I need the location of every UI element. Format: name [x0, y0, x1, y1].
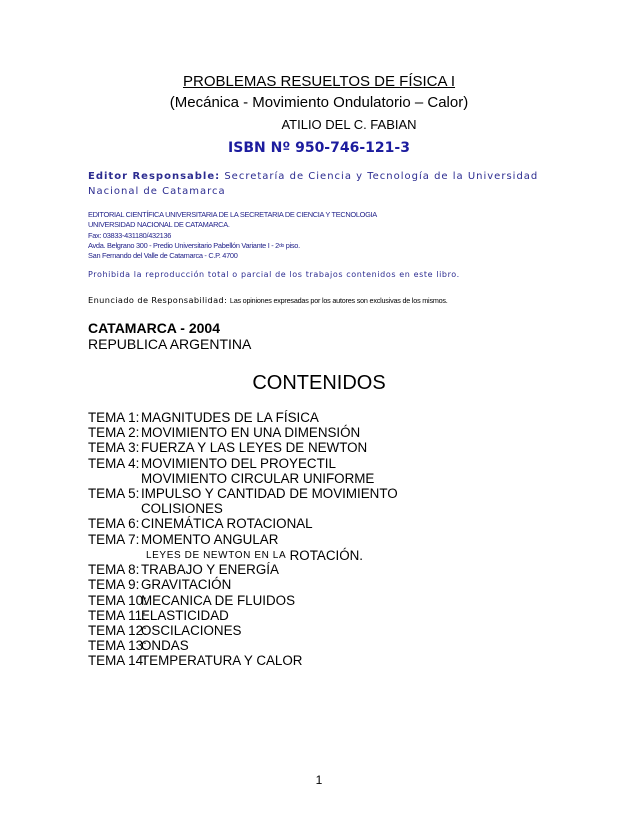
toc-title: MECANICA DE FLUIDOS — [141, 592, 296, 608]
address-sup: do — [278, 242, 284, 249]
address-text: Avda. Belgrano 300 - Predio Universitario Pabellón Variante I - 2 — [88, 240, 279, 250]
toc-number: TEMA 8: — [88, 562, 140, 578]
toc-number: TEMA 1: — [88, 410, 140, 425]
toc-continuation-small: LEYES DE NEWTON EN LA — [146, 549, 287, 561]
book-title-text: PROBLEMAS RESUELTOS DE FÍSICA I — [182, 73, 456, 90]
prohibition-notice: Prohibida la reproducción total o parcial de los trabajos contenidos en este libro. — [88, 270, 460, 279]
toc-row — [88, 516, 548, 531]
editorial-fax: Fax: 03833-431180/432136 — [88, 230, 172, 240]
toc-row — [88, 440, 548, 455]
toc-row — [88, 486, 548, 501]
editorial-city: San Fernando del Valle de Catamarca - C.P. 4700 — [88, 251, 238, 261]
toc-title: TRABAJO Y ENERGÍA — [141, 562, 279, 578]
toc-number: TEMA 14: — [88, 653, 147, 669]
toc-number: TEMA 6: — [88, 516, 140, 532]
toc-number: TEMA 5: — [88, 485, 140, 501]
disclaimer-text: Las opiniones expresadas por los autores son exclusivas de los mismos. — [229, 296, 448, 305]
editorial-info — [88, 210, 558, 261]
toc-continuation: COLISIONES — [141, 501, 223, 517]
editorial-address — [88, 241, 558, 251]
toc-title: GRAVITACIÓN — [141, 577, 232, 593]
toc-row — [88, 593, 548, 608]
editorial-line-1: EDITORIAL CIENTÍFICA UNIVERSITARIA DE LA SECRETARIA DE CIENCIA Y TECNOLOGIA — [88, 210, 377, 219]
toc-title: MOVIMIENTO EN UNA DIMENSIÓN — [141, 425, 361, 441]
toc-continuation-tail: ROTACIÓN. — [289, 547, 364, 563]
toc-title: MOMENTO ANGULAR — [141, 531, 279, 547]
toc-continuation: MOVIMIENTO CIRCULAR UNIFORME — [141, 470, 375, 486]
toc-row — [88, 501, 548, 516]
isbn: ISBN Nº 950-746-121-3 — [228, 140, 410, 156]
disclaimer-label: Enunciado de Responsabilidad: — [88, 295, 228, 305]
toc-title: CINEMÁTICA ROTACIONAL — [141, 516, 313, 532]
author-name: ATILIO DEL C. FABIAN — [281, 117, 417, 132]
publication-place: CATAMARCA - 2004 — [88, 320, 220, 336]
toc-row — [88, 547, 548, 563]
toc-number: TEMA 7: — [88, 531, 140, 547]
toc-row — [88, 638, 548, 653]
toc-title: OSCILACIONES — [141, 623, 242, 639]
contents-heading: CONTENIDOS — [252, 372, 386, 394]
toc-title: MOVIMIENTO DEL PROYECTIL — [141, 455, 336, 471]
toc-row — [88, 456, 548, 471]
publication-country: REPUBLICA ARGENTINA — [88, 336, 252, 352]
toc-number: TEMA 3: — [88, 440, 140, 456]
toc-number: TEMA 4: — [88, 455, 140, 471]
toc-number: TEMA 13: — [88, 638, 147, 654]
page-number: 1 — [315, 773, 323, 787]
book-title — [0, 73, 638, 90]
toc-row — [88, 577, 548, 592]
editorial-line-2: UNIVERSIDAD NACIONAL DE CATAMARCA. — [88, 220, 230, 230]
toc-number: TEMA 2: — [88, 425, 140, 441]
toc-row — [88, 532, 548, 547]
toc-row — [88, 623, 548, 638]
toc-title: FUERZA Y LAS LEYES DE NEWTON — [141, 440, 368, 456]
toc-title: TEMPERATURA Y CALOR — [141, 653, 303, 669]
editor-text: Secretaría de Ciencia y Tecnología de la Universidad Nacional de Catamarca — [88, 171, 539, 197]
toc-number: TEMA 10: — [88, 592, 147, 608]
toc-row — [88, 425, 548, 440]
toc-title: ONDAS — [141, 638, 189, 654]
editor-responsible — [88, 169, 558, 199]
toc-number: TEMA 12: — [88, 623, 147, 639]
toc-title: IMPULSO Y CANTIDAD DE MOVIMIENTO — [141, 485, 398, 501]
toc-row — [88, 608, 548, 623]
toc-number: TEMA 9: — [88, 577, 140, 593]
toc-row — [88, 410, 548, 425]
table-of-contents — [88, 410, 548, 669]
disclaimer — [88, 295, 588, 305]
address-tail: piso. — [283, 240, 300, 250]
toc-number: TEMA 11: — [88, 607, 146, 623]
editor-label: Editor Responsable: — [88, 171, 221, 182]
toc-title: ELASTICIDAD — [141, 607, 229, 623]
toc-row — [88, 562, 548, 577]
toc-row — [88, 653, 548, 668]
book-subtitle: (Mecánica - Movimiento Ondulatorio – Calor) — [169, 94, 469, 111]
toc-title: MAGNITUDES DE LA FÍSICA — [141, 410, 319, 425]
toc-row — [88, 471, 548, 486]
